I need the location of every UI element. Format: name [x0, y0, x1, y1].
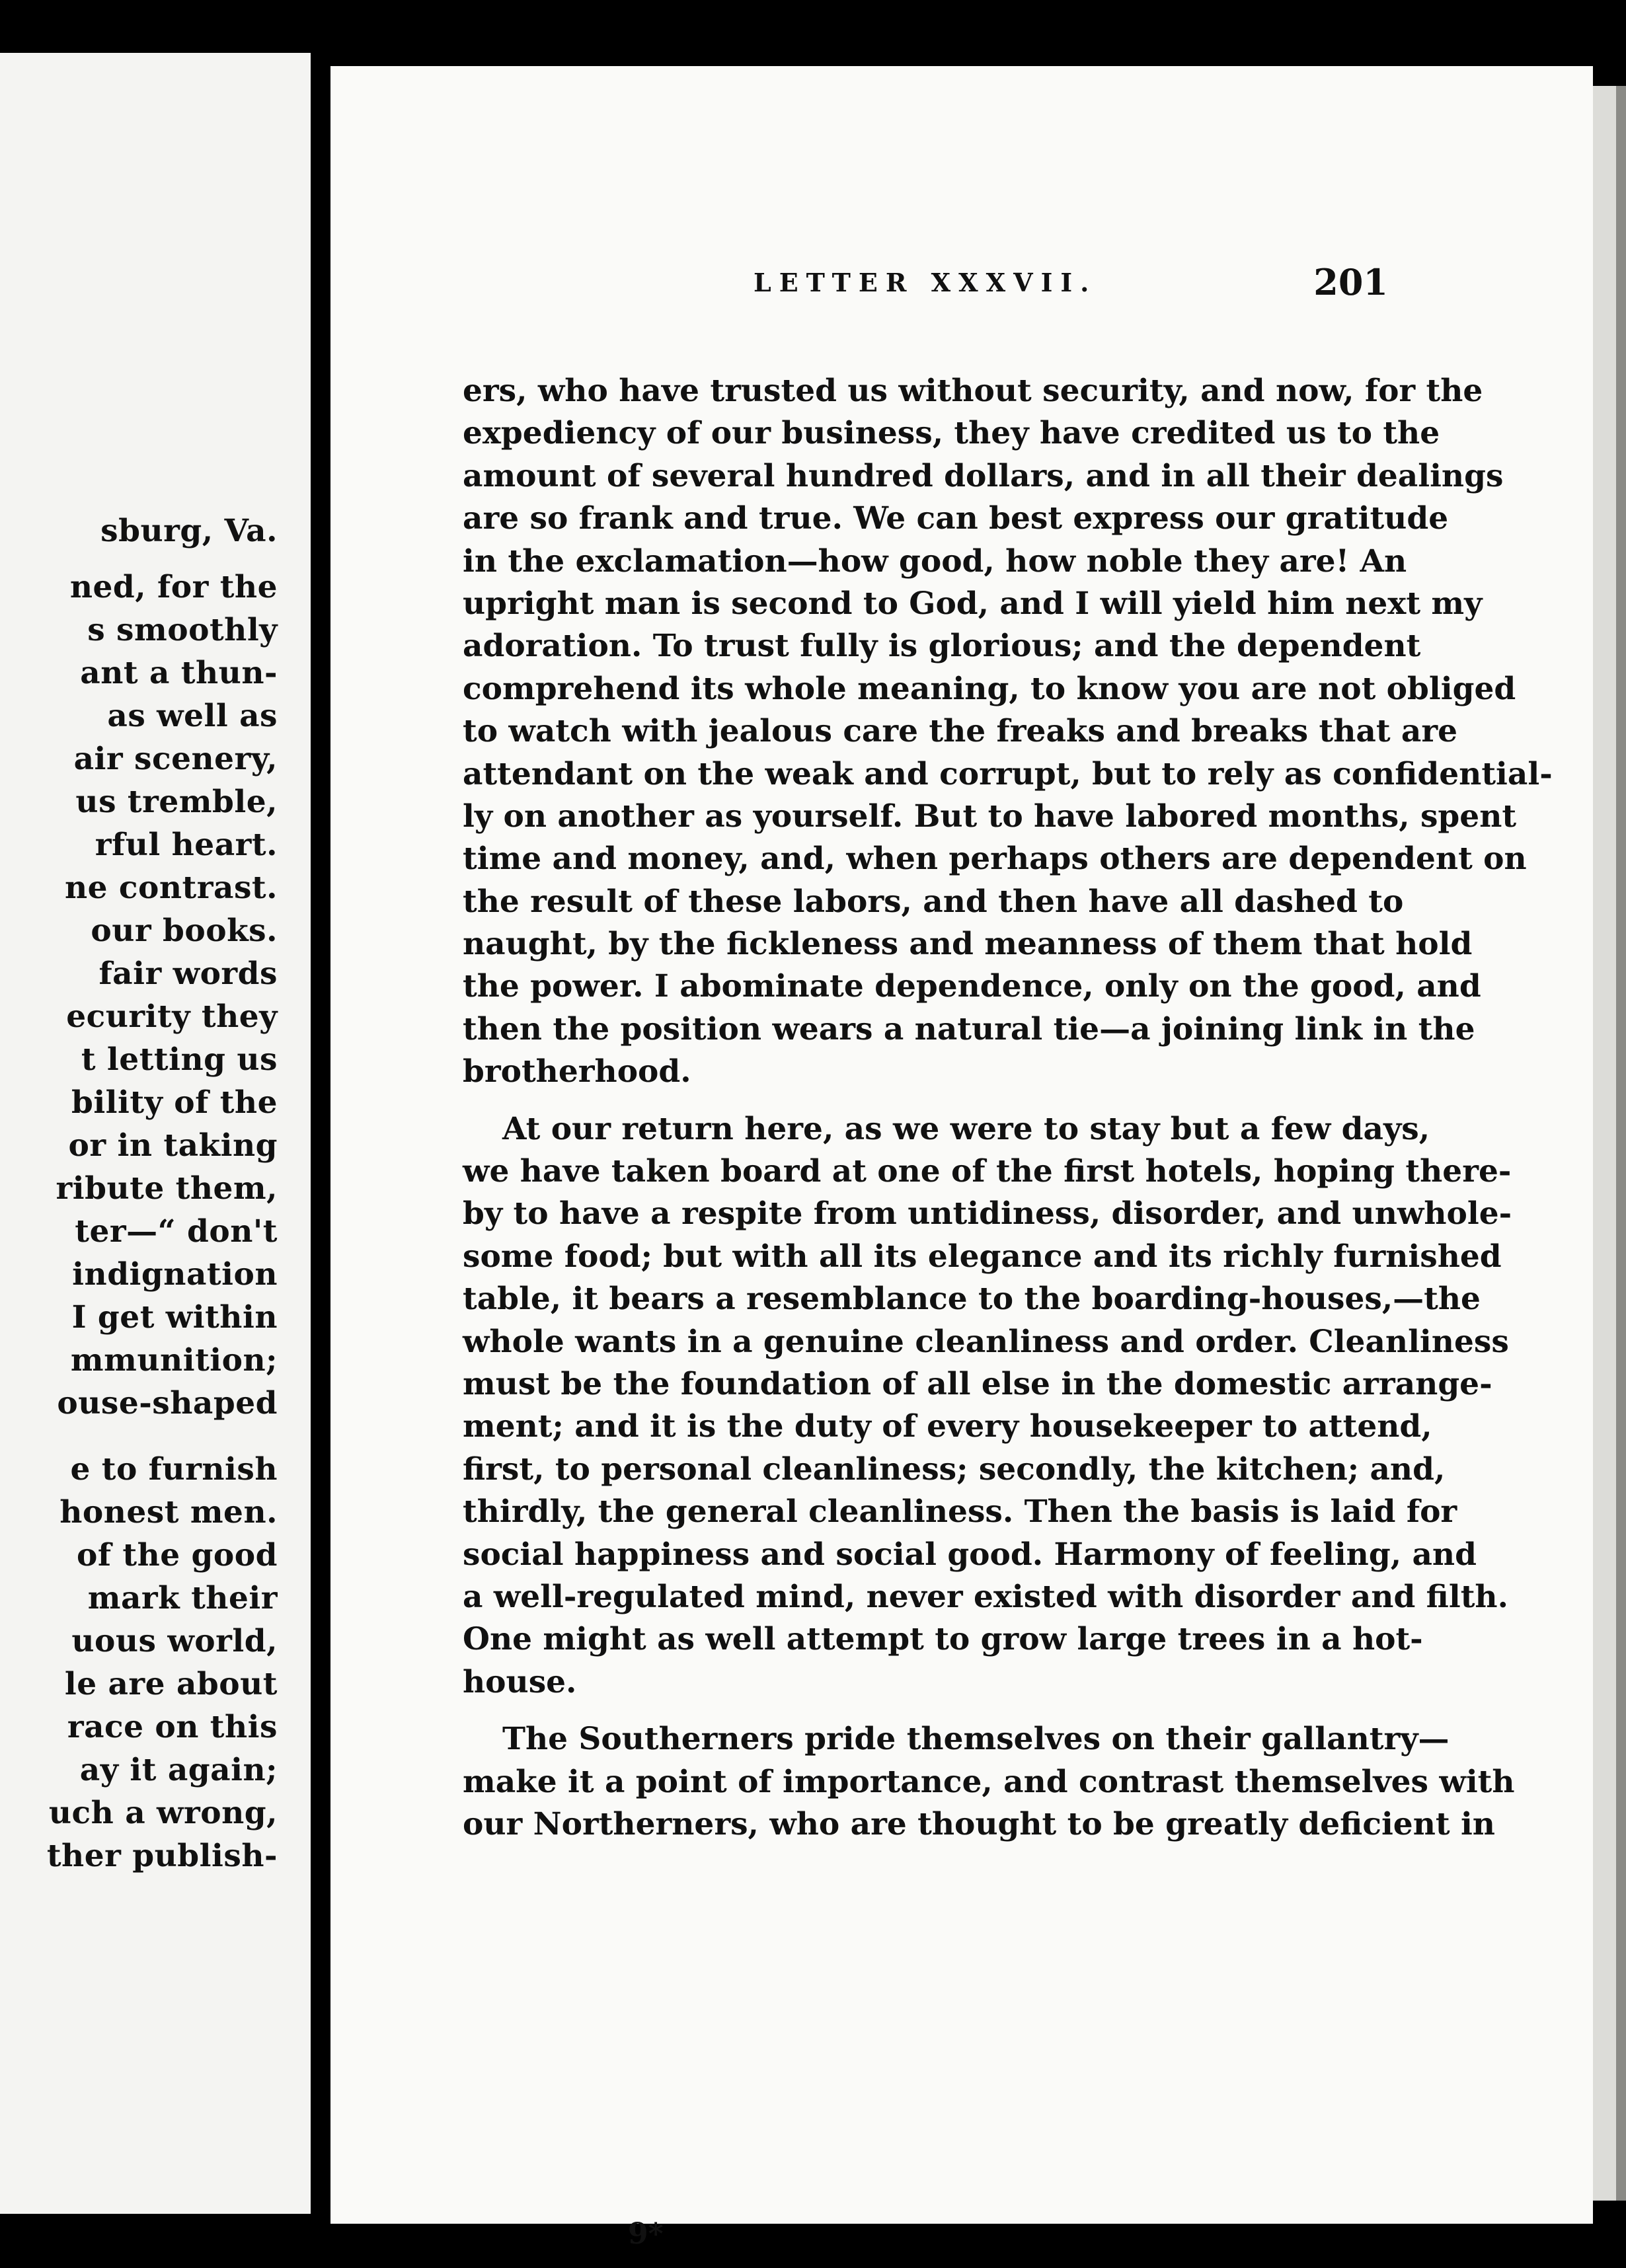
left-page-line: t letting us	[81, 1041, 278, 1078]
paragraph	[463, 1718, 1515, 1846]
left-page-line: ther publish-	[46, 1838, 278, 1874]
left-page-line: ay it again;	[79, 1752, 278, 1788]
text-line: ers, who have trusted us without security, and now, for the	[463, 373, 1483, 409]
text-line: our Northerners, who are thought to be greatly deficient in	[463, 1805, 1495, 1842]
running-head: LETTER XXXVII.	[754, 268, 1097, 297]
text-line: adoration. To trust fully is glorious; and the dependent	[463, 628, 1421, 665]
text-line: social happiness and social good. Harmony of feeling, and	[463, 1536, 1477, 1573]
text-line: One might as well attempt to grow large trees in a hot-	[463, 1621, 1423, 1658]
signature-mark: 9*	[628, 2217, 664, 2251]
text-line: The Southerners pride themselves on their gallantry—	[502, 1721, 1450, 1758]
text-line: the result of these labors, and then have all dashed to	[463, 883, 1404, 920]
left-page-line: or in taking	[68, 1127, 278, 1164]
left-page-line: ned, for the	[69, 569, 278, 605]
page-header	[423, 261, 1388, 301]
text-line: the power. I abominate dependence, only on the good, and	[463, 968, 1481, 1005]
text-line: some food; but with all its elegance and its richly furnished	[463, 1238, 1502, 1275]
text-line: ment; and it is the duty of every housekeeper to attend,	[463, 1408, 1432, 1445]
left-page-line: race on this	[67, 1709, 278, 1745]
text-line: then the position wears a natural tie—a joining link in the	[463, 1010, 1475, 1047]
left-page-line: as well as	[107, 698, 278, 734]
left-page-line: mark their	[87, 1580, 278, 1616]
text-line: make it a point of importance, and contrast themselves with	[463, 1763, 1515, 1800]
left-page-line: our books.	[91, 913, 278, 949]
book-spine-gap	[311, 40, 330, 2240]
left-page-line: uous world,	[71, 1623, 278, 1659]
left-page-line: I get within	[71, 1299, 278, 1336]
text-line: upright man is second to God, and I will yield him next my	[463, 585, 1483, 622]
text-line: whole wants in a genuine cleanliness and order. Cleanliness	[463, 1323, 1509, 1360]
text-line: ly on another as yourself. But to have labored months, spent	[463, 798, 1517, 835]
text-line: At our return here, as we were to stay but a few days,	[502, 1110, 1430, 1147]
text-line: a well-regulated mind, never existed with disorder and filth.	[463, 1578, 1508, 1615]
left-page-line: e to furnish	[70, 1451, 278, 1488]
body-text	[463, 370, 1553, 1846]
left-page-line: le are about	[64, 1666, 278, 1702]
left-page-line: ter—“ don't	[75, 1213, 278, 1250]
text-line: we have taken board at one of the first hotels, hoping there-	[463, 1153, 1512, 1190]
page-number: 201	[1313, 261, 1388, 303]
text-line: thirdly, the general cleanliness. Then the basis is laid for	[463, 1493, 1457, 1531]
text-line: by to have a respite from untidiness, disorder, and unwhole-	[463, 1195, 1512, 1232]
text-line: expediency of our business, they have credited us to the	[463, 415, 1440, 452]
text-line: comprehend its whole meaning, to know you are not obliged	[463, 670, 1516, 707]
left-page	[0, 53, 311, 2214]
text-line: first, to personal cleanliness; secondly, the kitchen; and,	[463, 1451, 1446, 1488]
paragraph	[463, 370, 1553, 1094]
left-page-line: uch a wrong,	[48, 1795, 278, 1831]
left-page-line: ribute them,	[56, 1170, 278, 1207]
text-line: must be the foundation of all else in the domestic arrange-	[463, 1365, 1492, 1402]
text-line: attendant on the weak and corrupt, but to rely as confidential-	[463, 755, 1553, 792]
left-page-line: bility of the	[71, 1084, 278, 1121]
text-line: to watch with jealous care the freaks and breaks that are	[463, 713, 1458, 750]
text-line: amount of several hundred dollars, and in all their dealings	[463, 457, 1504, 494]
left-page-line: fair words	[98, 956, 278, 992]
page-edge-shadow	[1616, 86, 1626, 2201]
left-page-line: of the good	[76, 1537, 278, 1573]
left-page-line: us tremble,	[75, 784, 278, 820]
text-line: brotherhood.	[463, 1053, 691, 1090]
left-page-line: s smoothly	[87, 612, 278, 648]
left-page-line: indignation	[72, 1256, 278, 1293]
text-line: time and money, and, when perhaps others are dependent on	[463, 841, 1527, 878]
left-page-line: ant a thun-	[80, 655, 278, 691]
left-page-line: mmunition;	[70, 1342, 278, 1379]
left-page-line: ne contrast.	[64, 870, 278, 906]
left-page-line: rful heart.	[95, 827, 278, 863]
left-page-line: air scenery,	[73, 741, 278, 777]
text-line: house.	[463, 1663, 577, 1700]
left-page-line: honest men.	[59, 1494, 278, 1531]
left-page-line: sburg, Va.	[100, 513, 278, 549]
paragraph	[463, 1108, 1512, 1704]
left-page-line: ecurity they	[66, 999, 278, 1035]
text-line: in the exclamation—how good, how noble they are! An	[463, 543, 1407, 580]
text-line: naught, by the fickleness and meanness of them that hold	[463, 926, 1473, 963]
text-line: are so frank and true. We can best express our gratitude	[463, 500, 1449, 537]
left-page-line: ouse-shaped	[57, 1385, 278, 1421]
text-line: table, it bears a resemblance to the boarding-houses,—the	[463, 1281, 1481, 1318]
